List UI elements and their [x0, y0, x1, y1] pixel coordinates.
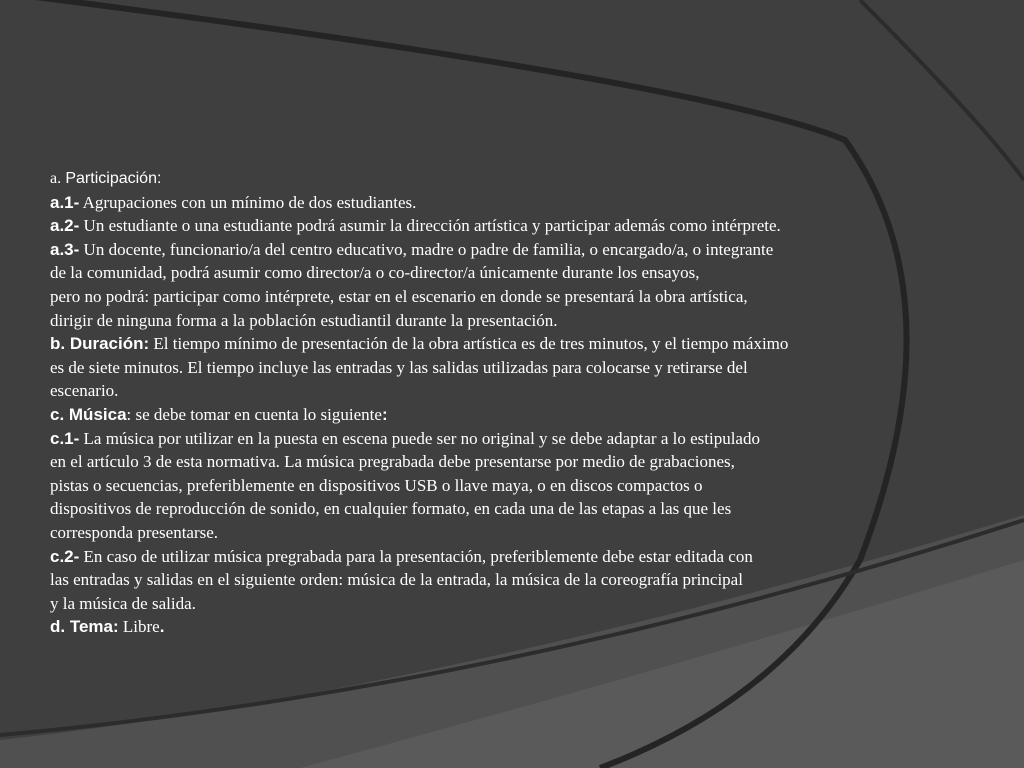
item-c1-line: en el artículo 3 de esta normativa. La música pregrabada debe presentarse por medio de grabaciones, — [50, 452, 735, 472]
item-b-line: El tiempo mínimo de presentación de la obra artística es de tres minutos, y el tiempo máximo — [153, 334, 789, 354]
item-b-line: escenario. — [50, 381, 119, 401]
item-a3-line: Un docente, funcionario/a del centro educativo, madre o padre de familia, o encargado/a, o integrante — [83, 239, 774, 259]
item-a2 — [50, 214, 990, 238]
item-c-end: : — [381, 404, 388, 424]
item-a3-label: a.3- — [50, 239, 80, 259]
item-c-label: c. Música — [50, 404, 127, 424]
item-c-text: : se debe tomar en cuenta lo siguiente — [126, 404, 382, 424]
item-d — [50, 615, 990, 639]
heading-participacion — [50, 166, 990, 191]
item-c1-label: c.1- — [50, 428, 80, 448]
item-c1-line: La música por utilizar en la puesta en escena puede ser no original y se debe adaptar a lo estipulado — [83, 428, 760, 448]
heading-label: Participación: — [65, 170, 162, 187]
heading-prefix: a. — [50, 170, 62, 187]
item-c1 — [50, 427, 990, 545]
item-c2-line: y la música de salida. — [50, 593, 196, 613]
item-d-end: . — [159, 617, 165, 637]
item-b — [50, 332, 990, 403]
item-c — [50, 403, 990, 427]
item-d-text: Libre — [122, 617, 160, 637]
slide-body — [50, 166, 990, 639]
item-a3 — [50, 238, 990, 332]
item-a1 — [50, 191, 990, 215]
item-a2-text: Un estudiante o una estudiante podrá asumir la dirección artística y participar además como intérprete. — [83, 216, 781, 236]
item-c1-line: pistas o secuencias, preferiblemente en dispositivos USB o llave maya, o en discos compactos o — [50, 475, 703, 495]
item-b-line: es de siete minutos. El tiempo incluye las entradas y las salidas utilizadas para colocarse y retirarse del — [50, 357, 748, 377]
item-c2-label: c.2- — [50, 546, 80, 566]
item-c1-line: dispositivos de reproducción de sonido, en cualquier formato, en cada una de las etapas a las que les — [50, 499, 732, 519]
item-c2 — [50, 545, 990, 616]
item-a1-text: Agrupaciones con un mínimo de dos estudiantes. — [82, 192, 417, 212]
item-a3-line: de la comunidad, podrá asumir como director/a o co-director/a únicamente durante los ensayos, — [50, 263, 700, 283]
item-c1-line: corresponda presentarse. — [50, 522, 219, 542]
item-a2-label: a.2- — [50, 216, 80, 236]
item-a3-line: dirigir de ninguna forma a la población estudiantil durante la presentación. — [50, 310, 558, 330]
item-a3-line: pero no podrá: participar como intérprete, estar en el escenario en donde se presentará la obra artística, — [50, 286, 748, 306]
item-c2-line: las entradas y salidas en el siguiente orden: música de la entrada, la música de la coreografía principal — [50, 570, 743, 590]
item-c2-line: En caso de utilizar música pregrabada para la presentación, preferiblemente debe estar editada con — [83, 546, 753, 566]
item-d-label: d. Tema: — [50, 617, 119, 637]
item-b-label: b. Duración: — [50, 334, 150, 354]
item-a1-label: a.1- — [50, 192, 80, 212]
